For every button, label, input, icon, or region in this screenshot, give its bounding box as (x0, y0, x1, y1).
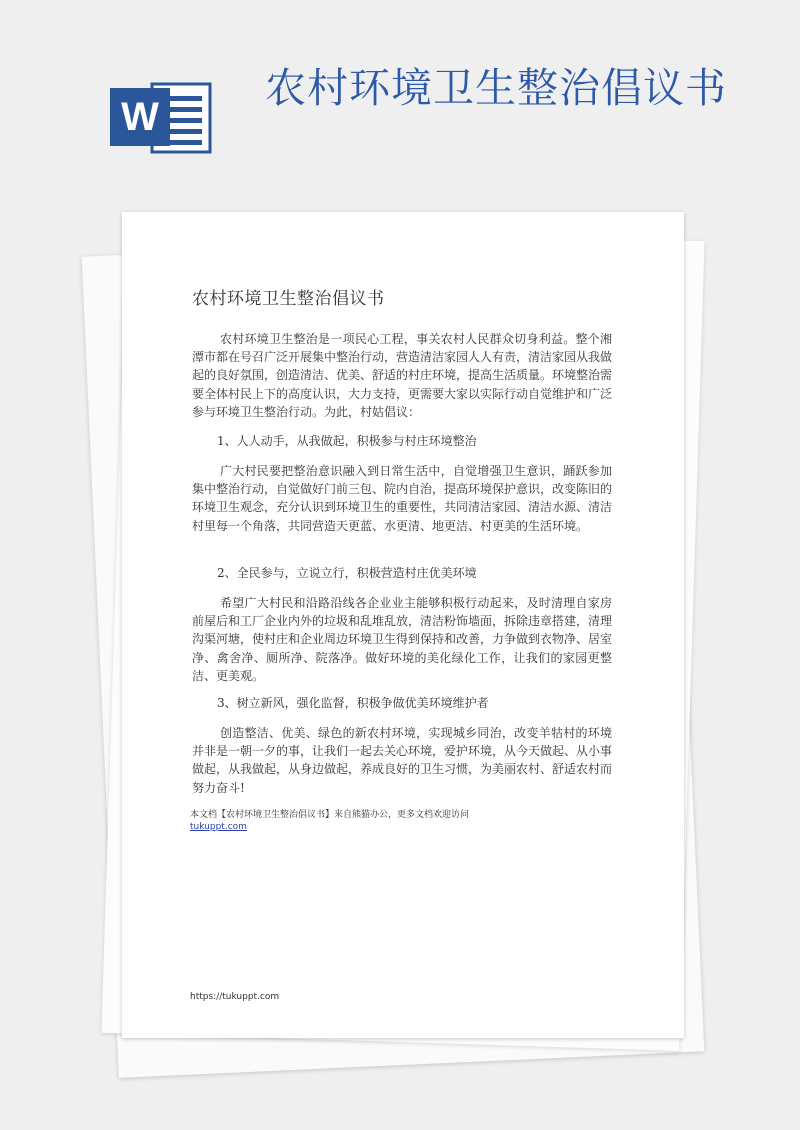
document-title: 农村环境卫生整治倡议书 (192, 289, 385, 309)
svg-text:W: W (121, 95, 159, 139)
item-2-heading-text: 2、全民参与，立说立行，积极营造村庄优美环境 (217, 566, 477, 580)
intro-text: 农村环境卫生整治是一项民心工程，事关农村人民群众切身利益。整个湘潭市都在号召广泛开展集中整治行动，营造清洁家园人人有责，清洁家园从我做起的良好氛围，创造清洁、优美、舒适的村庄环境，提高生活质量。环境整治需要全体村民上下的高度认识，大力支持，更需要大家以实际行动自觉维护和广泛参与环境卫生整治行动。为此，村姑倡议： (192, 332, 613, 419)
word-document-icon (110, 78, 215, 158)
item-1-heading-text: 1、人人动手，从我做起，积极参与村庄环境整治 (217, 434, 477, 448)
source-note: 本文档【农村环境卫生整治倡议书】来自熊猫办公，更多文档欢迎访问 (190, 810, 470, 820)
header-title: 农村环境卫生整治倡议书 (265, 64, 727, 112)
item-2-heading (192, 564, 612, 582)
intro-paragraph (192, 330, 612, 421)
item-3-body-text: 创造整洁、优美、绿色的新农村环境，实现城乡同治，改变羊牯村的环境并非是一朝一夕的事，让我们一起去关心环境，爱护环境，从今天做起、从小事做起，从我做起，从身边做起，养成良好的卫生习惯，为美丽农村、舒适农村而努力奋斗! (192, 726, 613, 795)
page-footer-url: https://tukuppt.com (190, 992, 280, 1002)
item-3-heading (192, 694, 612, 712)
item-3-heading-text: 3、树立新风，强化监督，积极争做优美环境维护者 (217, 696, 489, 710)
item-3-paragraph (192, 724, 612, 797)
item-1-body-text: 广大村民要把整治意识融入到日常生活中，自觉增强卫生意识，踊跃参加集中整治行动，自觉做好门前三包、院内自治，提高环境保护意识，改变陈旧的环境卫生观念，充分认识到环境卫生的重要性，共同清洁家园、清洁水源、清洁村里每一个角落，共同营造天更蓝、水更清、地更洁、村更美的生活环境。 (192, 464, 613, 533)
item-1-paragraph (192, 462, 612, 535)
item-2-body-text: 希望广大村民和沿路沿线各企业业主能够积极行动起来，及时清理自家房前屋后和工厂企业内外的垃圾和乱堆乱放，清洁粉饰墙面，拆除违章搭建，清理沟渠河塘，使村庄和企业周边环境卫生得到保持和改善，力争做到衣物净、居室净、禽舍净、厕所净、院落净。做好环境的美化绿化工作，让我们的家园更整洁、更美观。 (192, 596, 613, 683)
document-page (122, 212, 684, 1038)
item-2-paragraph (192, 594, 612, 685)
item-1-heading (192, 432, 612, 450)
source-link[interactable]: tukuppt.com (190, 822, 247, 832)
